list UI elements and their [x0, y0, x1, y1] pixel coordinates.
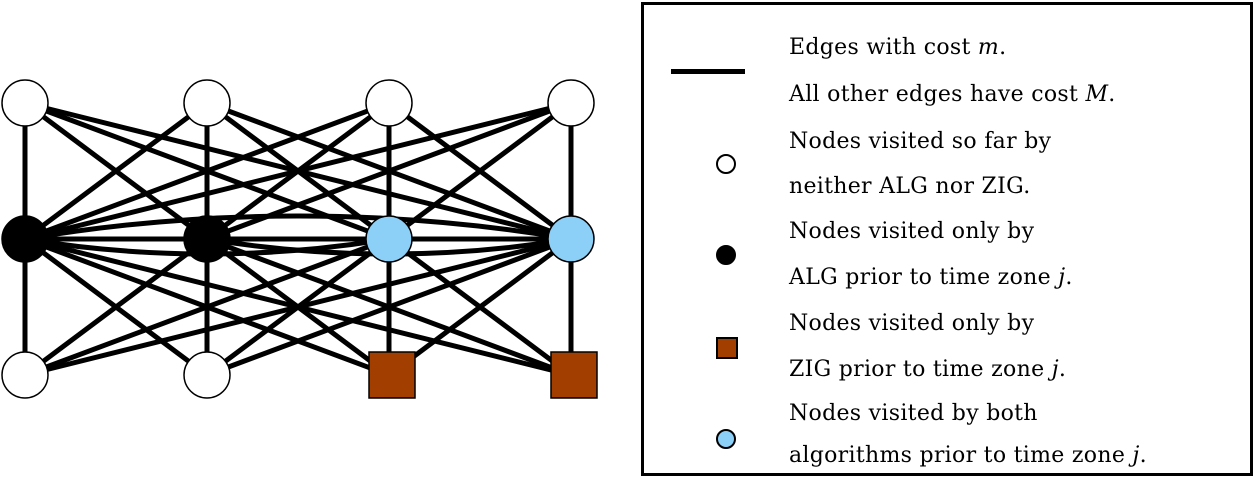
node-b2-unvisited	[184, 352, 230, 398]
thick-edge-sample	[671, 69, 745, 74]
node-b4-zig_only	[551, 352, 597, 398]
legend-square-label-1: Nodes visited only by	[789, 311, 1035, 336]
node-m1-alg_only	[2, 216, 48, 262]
legend-black-label-2: ALG prior to time zone j.	[789, 265, 1073, 290]
node-m3-both	[366, 216, 412, 262]
square-node-sample	[716, 337, 738, 359]
legend-edge-label-2: All other edges have cost M.	[789, 82, 1116, 107]
node-t3-unvisited	[366, 80, 412, 126]
node-t1-unvisited	[2, 80, 48, 126]
legend-blue-label-2: algorithms prior to time zone j.	[789, 443, 1147, 468]
legend-blue-label-1: Nodes visited by both	[789, 401, 1038, 426]
blue-node-sample	[716, 429, 736, 449]
legend-edge-label-1: Edges with cost m.	[789, 35, 1007, 60]
legend-white-label-1: Nodes visited so far by	[789, 129, 1052, 154]
node-m2-alg_only	[184, 216, 230, 262]
legend-white-label-2: neither ALG nor ZIG.	[789, 174, 1031, 199]
edges-layer	[25, 103, 571, 375]
white-node-sample	[716, 154, 736, 174]
legend-black-label-1: Nodes visited only by	[789, 219, 1035, 244]
black-node-sample	[716, 245, 736, 265]
node-b1-unvisited	[2, 352, 48, 398]
node-t2-unvisited	[184, 80, 230, 126]
node-m4-both	[548, 216, 594, 262]
node-t4-unvisited	[548, 80, 594, 126]
legend-square-label-2: ZIG prior to time zone j.	[789, 357, 1067, 382]
legend-box	[641, 2, 1253, 476]
node-b3-zig_only	[369, 352, 415, 398]
